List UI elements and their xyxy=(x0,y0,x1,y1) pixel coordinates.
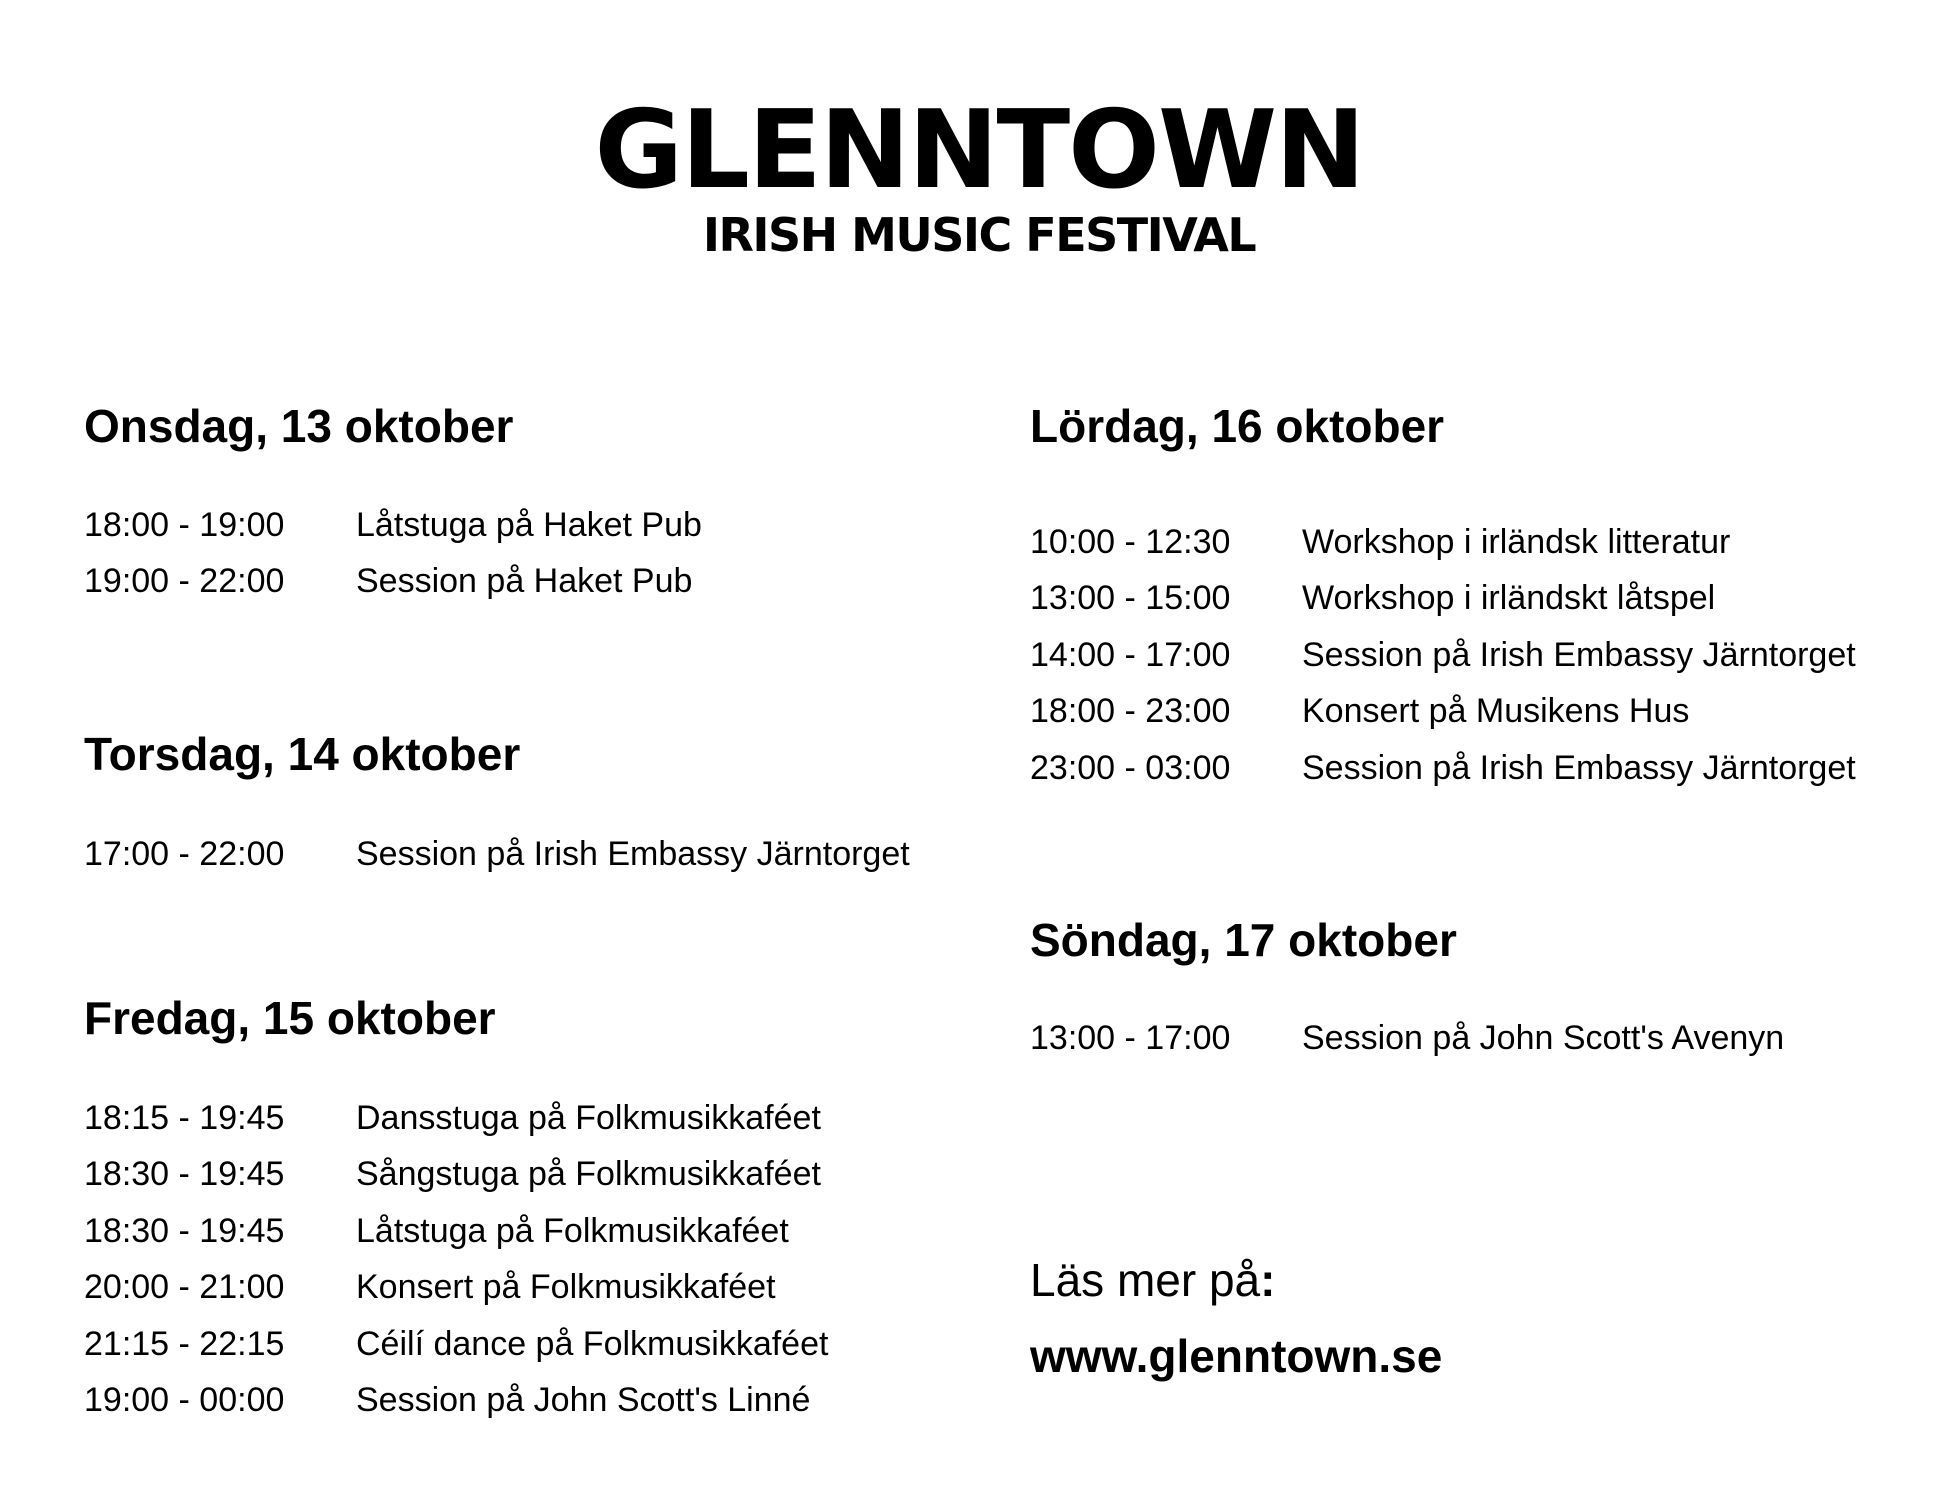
event-name: Låtstuga på Folkmusikkaféet xyxy=(356,1211,789,1250)
event-name: Låtstuga på Haket Pub xyxy=(356,505,702,544)
day-section-torsdag xyxy=(84,726,1004,873)
event-time: 10:00 - 12:30 xyxy=(1030,522,1231,561)
read-more-block xyxy=(1030,1242,1442,1394)
event-time: 23:00 - 03:00 xyxy=(1030,748,1231,787)
event-name: Konsert på Musikens Hus xyxy=(1302,692,1690,731)
event-time: 20:00 - 21:00 xyxy=(84,1268,285,1307)
day-section-fredag xyxy=(84,990,1004,1420)
event-name: Dansstuga på Folkmusikkaféet xyxy=(356,1098,821,1137)
event-time: 13:00 - 17:00 xyxy=(1030,1018,1231,1057)
event-name: Workshop i irländskt låtspel xyxy=(1302,579,1716,618)
festival-title: GLENNTOWN xyxy=(594,88,1364,213)
event-list xyxy=(1030,1010,1930,1067)
event-time: 17:00 - 22:00 xyxy=(84,834,285,873)
event-row xyxy=(84,1260,1004,1317)
day-title: Fredag, 15 oktober xyxy=(84,992,496,1044)
event-name: Session på Irish Embassy Järntorget xyxy=(1302,748,1856,787)
event-row xyxy=(84,1090,1004,1147)
day-section-onsdag xyxy=(84,398,1004,601)
event-row xyxy=(84,1203,1004,1260)
day-title: Lördag, 16 oktober xyxy=(1030,400,1445,452)
festival-header xyxy=(0,88,1958,263)
event-name: Konsert på Folkmusikkaféet xyxy=(356,1268,776,1307)
event-name: Workshop i irländsk litteratur xyxy=(1302,522,1731,561)
day-section-lordag xyxy=(1030,398,1930,787)
event-list xyxy=(84,826,1004,883)
event-row xyxy=(1030,627,1930,684)
read-more-label: Läs mer på: xyxy=(1030,1254,1276,1306)
day-title: Söndag, 17 oktober xyxy=(1030,914,1457,966)
event-row xyxy=(1030,571,1930,628)
event-name: Session på John Scott's Linné xyxy=(356,1381,811,1420)
event-row xyxy=(84,554,1004,611)
event-time: 19:00 - 22:00 xyxy=(84,562,285,601)
event-row xyxy=(1030,1010,1930,1067)
festival-subtitle: IRISH MUSIC FESTIVAL xyxy=(702,208,1256,262)
event-time: 18:15 - 19:45 xyxy=(84,1098,285,1137)
event-name: Session på John Scott's Avenyn xyxy=(1302,1018,1785,1057)
event-row xyxy=(84,826,1004,883)
day-section-sondag xyxy=(1030,912,1930,1057)
event-name: Session på Irish Embassy Järntorget xyxy=(356,834,910,873)
event-time: 18:00 - 23:00 xyxy=(1030,692,1231,731)
event-time: 19:00 - 00:00 xyxy=(84,1381,285,1420)
event-list xyxy=(1030,514,1930,797)
event-time: 14:00 - 17:00 xyxy=(1030,635,1231,674)
event-name: Sångstuga på Folkmusikkaféet xyxy=(356,1155,821,1194)
event-name: Session på Haket Pub xyxy=(356,562,693,601)
event-time: 18:00 - 19:00 xyxy=(84,505,285,544)
day-title: Onsdag, 13 oktober xyxy=(84,400,514,452)
event-row xyxy=(84,1373,1004,1430)
event-row xyxy=(1030,684,1930,741)
event-name: Session på Irish Embassy Järntorget xyxy=(1302,635,1856,674)
event-time: 18:30 - 19:45 xyxy=(84,1211,285,1250)
event-list xyxy=(84,1090,1004,1429)
event-row xyxy=(84,1147,1004,1204)
event-time: 21:15 - 22:15 xyxy=(84,1324,285,1363)
event-list xyxy=(84,497,1004,610)
event-row xyxy=(1030,514,1930,571)
event-row xyxy=(84,1316,1004,1373)
website-link[interactable]: www.glenntown.se xyxy=(1030,1330,1443,1382)
event-name: Céilí dance på Folkmusikkaféet xyxy=(356,1324,829,1363)
event-time: 13:00 - 15:00 xyxy=(1030,579,1231,618)
day-title: Torsdag, 14 oktober xyxy=(84,728,521,780)
event-row xyxy=(1030,740,1930,797)
event-row xyxy=(84,497,1004,554)
event-time: 18:30 - 19:45 xyxy=(84,1155,285,1194)
